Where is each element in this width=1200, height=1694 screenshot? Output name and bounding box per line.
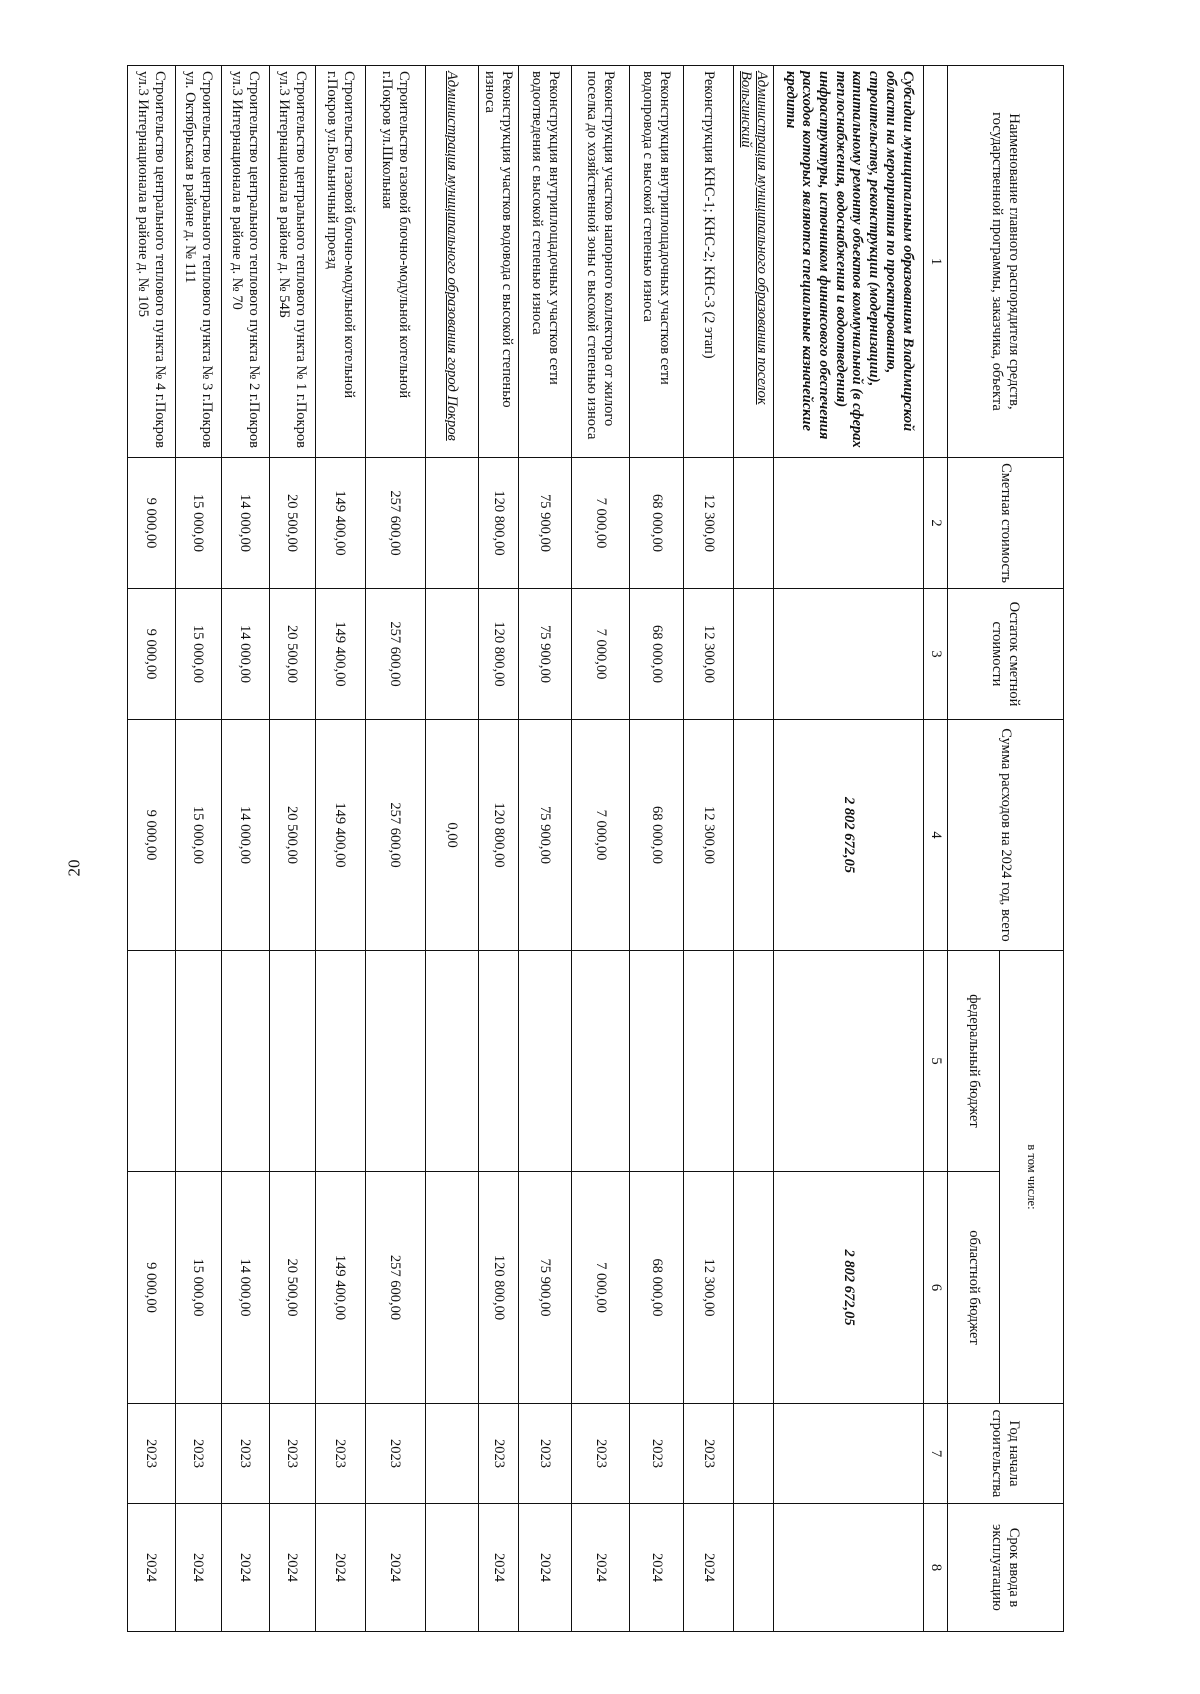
colnum: 2	[924, 458, 948, 589]
subgroup-cell	[425, 951, 478, 1172]
colnum: 4	[924, 720, 948, 951]
header-row-1	[1000, 66, 1064, 1632]
table-body	[127, 66, 1063, 1632]
table-row	[518, 66, 571, 1632]
object-name: Реконструкция внутриплощадочных участков сети водопровода с высокой степенью износа	[629, 66, 683, 458]
object-regional: 120 800,00	[478, 1172, 518, 1404]
subgroup-name: Администрация муниципального образования поселок Вольгинский	[733, 66, 773, 458]
header-total-2024: Сумма расходов на 2024 год, всего	[948, 720, 1064, 951]
colnum: 6	[924, 1172, 948, 1404]
object-remaining: 120 800,00	[478, 589, 518, 720]
object-name: Строительство газовой блочно-модульной котельной г.Покров ул.Школьная	[365, 66, 425, 458]
object-commissioning: 2024	[269, 1504, 315, 1632]
object-remaining: 14 000,00	[221, 589, 269, 720]
object-start-year: 2023	[478, 1404, 518, 1504]
object-estimate: 149 400,00	[315, 458, 365, 589]
colnum: 7	[924, 1404, 948, 1504]
colnum: 8	[924, 1504, 948, 1632]
column-numbers-row	[924, 66, 948, 1632]
header-federal: федеральный бюджет	[948, 951, 1000, 1172]
subgroup-total: 0,00	[425, 720, 478, 951]
object-name: Строительство газовой блочно-модульной котельной г.Покров ул.Больничный проезд	[315, 66, 365, 458]
group-federal	[774, 951, 924, 1172]
object-start-year: 2023	[127, 1404, 175, 1504]
object-start-year: 2023	[269, 1404, 315, 1504]
object-total-2024: 12 300,00	[683, 720, 733, 951]
subgroup-cell	[733, 1404, 773, 1504]
subgroup-total	[733, 720, 773, 951]
subgroup-cell	[733, 951, 773, 1172]
object-estimate: 120 800,00	[478, 458, 518, 589]
object-start-year: 2023	[221, 1404, 269, 1504]
object-commissioning: 2024	[221, 1504, 269, 1632]
header-including: в том числе:	[1000, 951, 1064, 1404]
table-row	[315, 66, 365, 1632]
table-row	[571, 66, 629, 1632]
table-row	[683, 66, 733, 1632]
subgroup-cell	[733, 458, 773, 589]
table-row	[175, 66, 221, 1632]
object-start-year: 2023	[629, 1404, 683, 1504]
object-commissioning: 2024	[629, 1504, 683, 1632]
object-regional: 9 000,00	[127, 1172, 175, 1404]
object-regional: 14 000,00	[221, 1172, 269, 1404]
object-remaining: 149 400,00	[315, 589, 365, 720]
subgroup-cell	[425, 589, 478, 720]
group-total: 2 802 672,05	[774, 720, 924, 951]
object-commissioning: 2024	[683, 1504, 733, 1632]
budget-table	[127, 65, 1064, 1632]
object-estimate: 75 900,00	[518, 458, 571, 589]
group-estimate	[774, 458, 924, 589]
header-commissioning: Срок ввода в эксплуатацию	[948, 1504, 1064, 1632]
colnum: 3	[924, 589, 948, 720]
object-commissioning: 2024	[365, 1504, 425, 1632]
object-remaining: 15 000,00	[175, 589, 221, 720]
object-total-2024: 14 000,00	[221, 720, 269, 951]
object-name: Реконструкция участков водовода с высокой степенью износа	[478, 66, 518, 458]
table-row	[365, 66, 425, 1632]
object-remaining: 75 900,00	[518, 589, 571, 720]
rotated-page	[135, 65, 1064, 1631]
object-regional: 257 600,00	[365, 1172, 425, 1404]
object-federal	[518, 951, 571, 1172]
object-regional: 12 300,00	[683, 1172, 733, 1404]
object-regional: 15 000,00	[175, 1172, 221, 1404]
object-name: Строительство центрального теплового пункта № 4 г.Покров ул.3 Интернационала в районе д. № 105	[127, 66, 175, 458]
group-title: Субсидии муниципальным образованиям Владимирской области на мероприятия по проектированию, строительству, реконструкции (модернизации), капитальному ремонту объектов коммунальной (в сферах теплоснабжения, водоснабжения и водоотведения) инфраструктуры, источником финансового обеспечения расходов которых являются специальные казначейские кредиты	[774, 66, 924, 458]
object-remaining: 12 300,00	[683, 589, 733, 720]
subgroup-cell	[733, 589, 773, 720]
table-row	[269, 66, 315, 1632]
object-total-2024: 120 800,00	[478, 720, 518, 951]
object-commissioning: 2024	[518, 1504, 571, 1632]
object-commissioning: 2024	[478, 1504, 518, 1632]
object-federal	[315, 951, 365, 1172]
object-federal	[478, 951, 518, 1172]
table-row	[221, 66, 269, 1632]
object-federal	[683, 951, 733, 1172]
object-total-2024: 20 500,00	[269, 720, 315, 951]
object-name: Строительство центрального теплового пункта № 2 г.Покров ул.3 Интернационала в районе д. № 70	[221, 66, 269, 458]
object-estimate: 7 000,00	[571, 458, 629, 589]
object-regional: 75 900,00	[518, 1172, 571, 1404]
subgroup-cell	[425, 458, 478, 589]
object-commissioning: 2024	[127, 1504, 175, 1632]
object-total-2024: 9 000,00	[127, 720, 175, 951]
object-federal	[269, 951, 315, 1172]
group-row	[774, 66, 924, 1632]
object-remaining: 9 000,00	[127, 589, 175, 720]
object-estimate: 257 600,00	[365, 458, 425, 589]
subgroup-row	[425, 66, 478, 1632]
object-regional: 149 400,00	[315, 1172, 365, 1404]
subgroup-cell	[425, 1404, 478, 1504]
object-name: Реконструкция внутриплощадочных участков сети водоотведения с высокой степенью износа	[518, 66, 571, 458]
object-commissioning: 2024	[571, 1504, 629, 1632]
object-estimate: 9 000,00	[127, 458, 175, 589]
object-regional: 7 000,00	[571, 1172, 629, 1404]
object-start-year: 2023	[315, 1404, 365, 1504]
object-estimate: 12 300,00	[683, 458, 733, 589]
object-federal	[127, 951, 175, 1172]
subgroup-row	[733, 66, 773, 1632]
header-name: Наименование главного распорядителя средств, государственной программы, заказчика, объекта	[948, 66, 1064, 458]
subgroup-cell	[425, 1504, 478, 1632]
table-row	[127, 66, 175, 1632]
object-estimate: 68 000,00	[629, 458, 683, 589]
group-start-year	[774, 1404, 924, 1504]
object-start-year: 2023	[175, 1404, 221, 1504]
subgroup-cell	[733, 1504, 773, 1632]
object-total-2024: 257 600,00	[365, 720, 425, 951]
object-federal	[365, 951, 425, 1172]
object-federal	[629, 951, 683, 1172]
group-remaining	[774, 589, 924, 720]
object-commissioning: 2024	[175, 1504, 221, 1632]
object-total-2024: 75 900,00	[518, 720, 571, 951]
group-commissioning	[774, 1504, 924, 1632]
table-row	[478, 66, 518, 1632]
object-regional: 68 000,00	[629, 1172, 683, 1404]
header-regional: областной бюджет	[948, 1172, 1000, 1404]
table-row	[629, 66, 683, 1632]
object-name: Реконструкция КНС-1; КНС-2; КНС-3 (2 этап)	[683, 66, 733, 458]
object-commissioning: 2024	[315, 1504, 365, 1632]
object-estimate: 15 000,00	[175, 458, 221, 589]
object-remaining: 7 000,00	[571, 589, 629, 720]
object-name: Реконструкция участков напорного коллектора от жилого поселка до хозяйственной зоны с высокой степенью износа	[571, 66, 629, 458]
object-name: Строительство центрального теплового пункта № 1 г.Покров ул.3 Интернационала в районе д. № 54Б	[269, 66, 315, 458]
object-start-year: 2023	[518, 1404, 571, 1504]
object-remaining: 68 000,00	[629, 589, 683, 720]
object-start-year: 2023	[683, 1404, 733, 1504]
object-remaining: 20 500,00	[269, 589, 315, 720]
page-number: 20	[64, 859, 84, 877]
object-estimate: 20 500,00	[269, 458, 315, 589]
object-name: Строительство центрального теплового пункта № 3 г.Покров ул. Октябрьская в районе д. № 111	[175, 66, 221, 458]
object-start-year: 2023	[365, 1404, 425, 1504]
header-start-year: Год начала строительства	[948, 1404, 1064, 1504]
object-estimate: 14 000,00	[221, 458, 269, 589]
object-total-2024: 149 400,00	[315, 720, 365, 951]
colnum: 5	[924, 951, 948, 1172]
subgroup-cell	[425, 1172, 478, 1404]
object-total-2024: 15 000,00	[175, 720, 221, 951]
object-federal	[175, 951, 221, 1172]
object-federal	[571, 951, 629, 1172]
header-remaining: Остаток сметной стоимости	[948, 589, 1064, 720]
object-remaining: 257 600,00	[365, 589, 425, 720]
group-regional-total: 2 802 672,05	[774, 1172, 924, 1404]
object-total-2024: 68 000,00	[629, 720, 683, 951]
subgroup-cell	[733, 1172, 773, 1404]
header-estimate: Сметная стоимость	[948, 458, 1064, 589]
object-total-2024: 7 000,00	[571, 720, 629, 951]
object-regional: 20 500,00	[269, 1172, 315, 1404]
colnum: 1	[924, 66, 948, 458]
subgroup-name: Администрация муниципального образования город Покров	[425, 66, 478, 458]
object-start-year: 2023	[571, 1404, 629, 1504]
object-federal	[221, 951, 269, 1172]
